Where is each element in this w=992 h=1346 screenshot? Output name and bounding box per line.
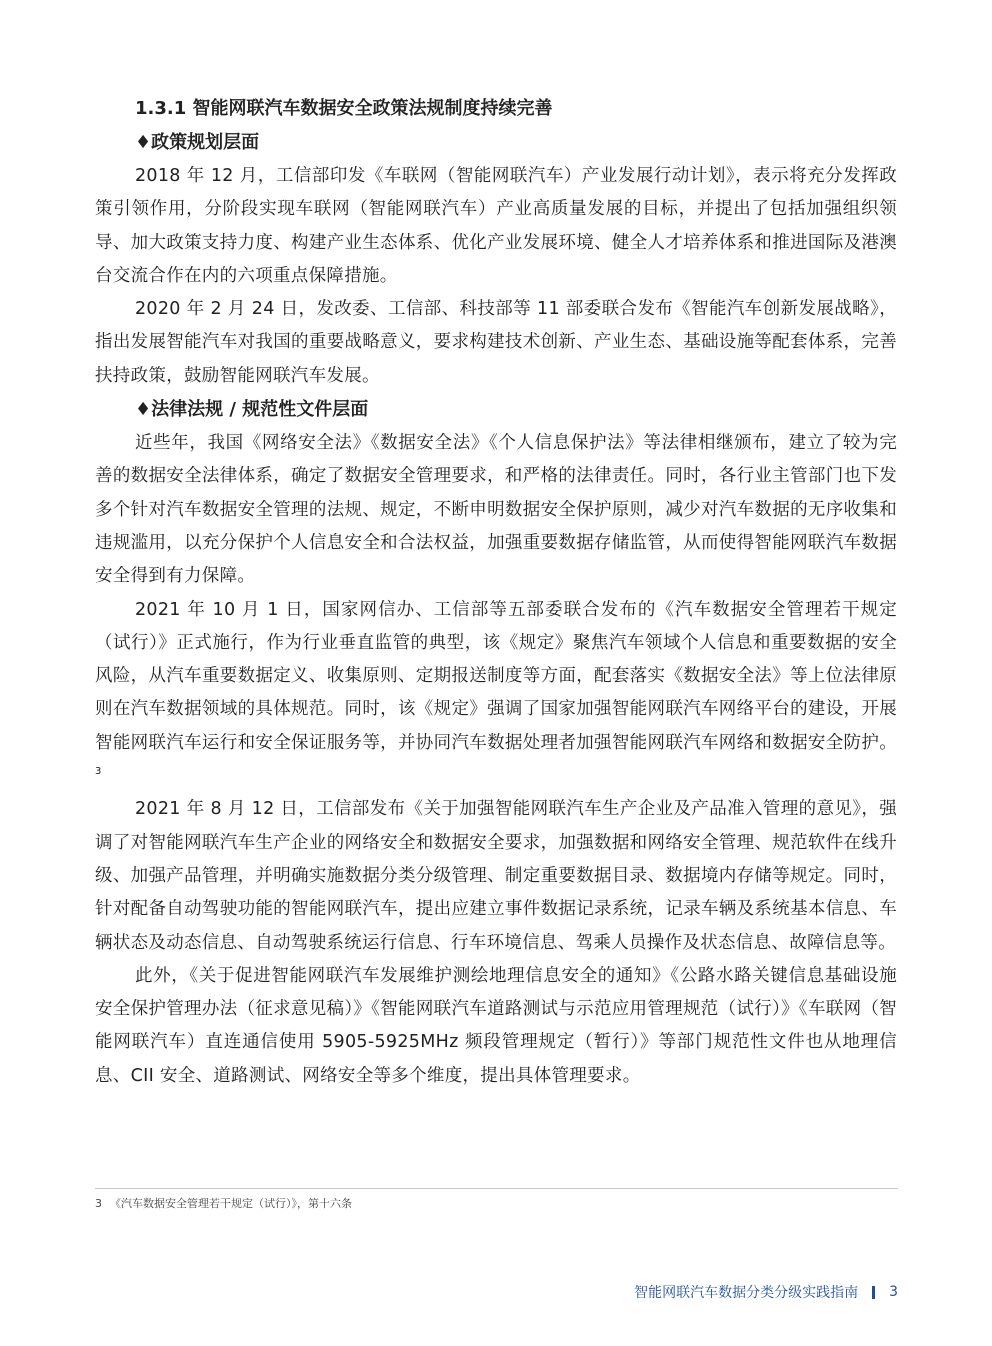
main-content bbox=[95, 92, 897, 1093]
paragraph-law-2 bbox=[95, 594, 897, 794]
page-number: 3 bbox=[889, 1284, 898, 1300]
paragraph-policy-1: 2018 年 12 月，工信部印发《车联网（智能网联汽车）产业发展行动计划》，表示将充分发挥政策引领作用，分阶段实现车联网（智能网联汽车）产业高质量发展的目标，并提出了包括加强组织领导、加大政策支持力度、构建产业生态体系、优化产业发展环境、健全人才培养体系和推进国际及港澳台交流合作在内的六项重点保障措施。 bbox=[95, 166, 897, 286]
paragraph-law-2-text: 2021 年 10 月 1 日，国家网信办、工信部等五部委联合发布的《汽车数据安全管理若干规定（试行）》正式施行，作为行业垂直监管的典型，该《规定》聚焦汽车领域个人信息和重要数据的安全风险，从汽车重要数据定义、收集原则、定期报送制度等方面，配套落实《数据安全法》等上位法律原则在汽车数据领域的具体规范。同时，该《规定》强调了国家加强智能网联汽车网络平台的建设，开展智能网联汽车运行和安全保证服务等，并协同汽车数据处理者加强智能网联汽车网络和数据安全防护。 bbox=[95, 599, 897, 753]
page-footer bbox=[634, 1282, 898, 1302]
paragraph-policy-2: 2020 年 2 月 24 日，发改委、工信部、科技部等 11 部委联合发布《智能汽车创新发展战略》，指出发展智能汽车对我国的重要战略意义，要求构建技术创新、产业生态、基础设施等配套体系，完善扶持政策，鼓励智能网联汽车发展。 bbox=[95, 299, 897, 386]
paragraph-law-1: 近些年，我国《网络安全法》《数据安全法》《个人信息保护法》等法律相继颁布，建立了较为完善的数据安全法律体系，确定了数据安全管理要求，和严格的法律责任。同时，各行业主管部门也下发多个针对汽车数据安全管理的法规、规定，不断申明数据安全保护原则，减少对汽车数据的无序收集和违规滥用，以充分保护个人信息安全和合法权益，加强重要数据存储监管，从而使得智能网联汽车数据安全得到有力保障。 bbox=[95, 433, 897, 587]
footnote-text: 《汽车数据安全管理若干规定（试行）》，第十六条 bbox=[110, 1197, 352, 1210]
subsection-heading-policy: ♦政策规划层面 bbox=[135, 132, 260, 153]
section-title: 1.3.1 智能网联汽车数据安全政策法规制度持续完善 bbox=[135, 98, 553, 119]
subsection-heading-law: ♦法律法规 / 规范性文件层面 bbox=[135, 399, 369, 421]
footnote bbox=[95, 1196, 352, 1212]
footnote-reference[interactable]: 3 bbox=[95, 766, 102, 778]
footer-title: 智能网联汽车数据分类分级实践指南 bbox=[634, 1285, 859, 1301]
paragraph-law-3: 2021 年 8 月 12 日，工信部发布《关于加强智能网联汽车生产企业及产品准入管理的意见》，强调了对智能网联汽车生产企业的网络安全和数据安全要求，加强数据和网络安全管理、规范软件在线升级、加强产品管理，并明确实施数据分类分级管理、制定重要数据目录、数据境内存储等规定。同时，针对配备自动驾驶功能的智能网联汽车，提出应建立事件数据记录系统，记录车辆及系统基本信息、车辆状态及动态信息、自动驾驶系统运行信息、行车环境信息、驾乘人员操作及状态信息、故障信息等。 bbox=[95, 799, 897, 953]
footnote-number: 3 bbox=[95, 1197, 102, 1210]
paragraph-law-4: 此外，《关于促进智能网联汽车发展维护测绘地理信息安全的通知》《公路水路关键信息基础设施安全保护管理办法（征求意见稿）》《智能网联汽车道路测试与示范应用管理规范（试行）》《车联网（智能网联汽车）直连通信使用 5905-5925MHz 频段管理规定（暂行）》等部门规范性文件也从地理信息、CII 安全、道路测试、网络安全等多个维度，提出具体管理要求。 bbox=[95, 965, 897, 1086]
footer-separator-bar bbox=[872, 1286, 875, 1299]
footnote-divider bbox=[95, 1188, 898, 1189]
